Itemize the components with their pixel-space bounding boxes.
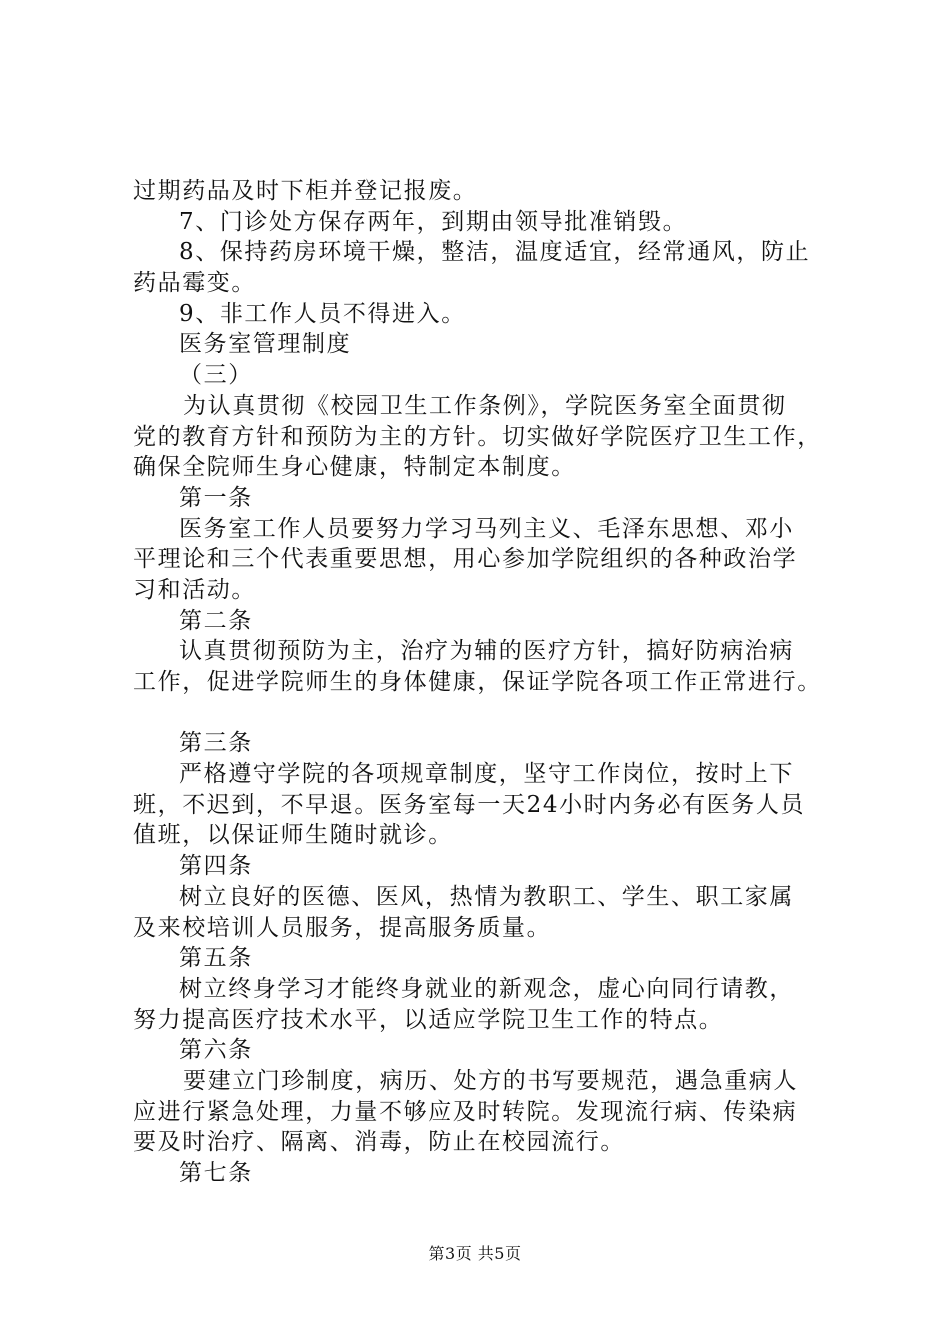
text-line: 医务室工作人员要努力学习马列主义、毛泽东思想、邓小 xyxy=(179,515,794,542)
text-line: 平理论和三个代表重要思想，用心参加学院组织的各种政治学 xyxy=(133,546,798,573)
text-line: 9、非工作人员不得进入。 xyxy=(179,300,466,327)
text-line: 药品霉变。 xyxy=(133,270,256,297)
text-line: 认真贯彻预防为主，治疗为辅的医疗方针，搞好防病治病 xyxy=(179,638,794,665)
article-heading: 第四条 xyxy=(179,853,253,880)
section-title: 医务室管理制度 xyxy=(179,331,352,358)
blank-line xyxy=(133,698,853,729)
page-number: 第3页 共5页 xyxy=(428,1244,522,1263)
text-line: 要及时治疗、隔离、消毒，防止在校园流行。 xyxy=(133,1129,625,1156)
article-heading: 第三条 xyxy=(179,730,253,757)
text-line: 习和活动。 xyxy=(133,576,256,603)
article-heading: 第七条 xyxy=(179,1160,253,1186)
article-heading: 第六条 xyxy=(179,1037,253,1064)
text-line: 及来校培训人员服务，提高服务质量。 xyxy=(133,914,552,941)
text-line: 严格遵守学院的各项规章制度，坚守工作岗位，按时上下 xyxy=(179,761,794,788)
text-line: 要建立门珍制度，病历、处方的书写要规范，遇急重病人 xyxy=(183,1067,798,1094)
article-heading: 第二条 xyxy=(179,607,253,634)
article-heading: 第一条 xyxy=(179,484,253,511)
text-line: 为认真贯彻《校园卫生工作条例》，学院医务室全面贯彻 xyxy=(183,392,787,419)
text-line: 7、门诊处方保存两年，到期由领导批准销毁。 xyxy=(179,208,688,235)
text-line: 努力提高医疗技术水平，以适应学院卫生工作的特点。 xyxy=(133,1006,724,1033)
text-line: 应进行紧急处理，力量不够应及时转院。发现流行病、传染病 xyxy=(133,1098,798,1125)
text-line: 确保全院师生身心健康，特制定本制度。 xyxy=(133,454,576,481)
text-line: 树立良好的医德、医风，热情为教职工、学生、职工家属 xyxy=(179,883,794,910)
article-heading: 第五条 xyxy=(179,945,253,972)
text-line: 工作，促进学院师生的身体健康，保证学院各项工作正常进行。 xyxy=(133,669,822,695)
text-line: 党的教育方针和预防为主的方针。切实做好学院医疗卫生工作， xyxy=(133,423,822,450)
text-line: 值班，以保证师生随时就诊。 xyxy=(133,822,453,849)
text-line: 班，不迟到，不早退。医务室每一天24小时内务必有医务人员 xyxy=(133,791,806,818)
text-line: 树立终身学习才能终身就业的新观念，虚心向同行请教， xyxy=(179,975,794,1002)
text-line: 8、保持药房环境干燥，整洁，温度适宜，经常通风，防止 xyxy=(179,239,811,266)
document-body xyxy=(133,176,853,1189)
text-line: 过期药品及时下柜并登记报废。 xyxy=(133,178,478,204)
section-subtitle: （三） xyxy=(179,362,253,389)
